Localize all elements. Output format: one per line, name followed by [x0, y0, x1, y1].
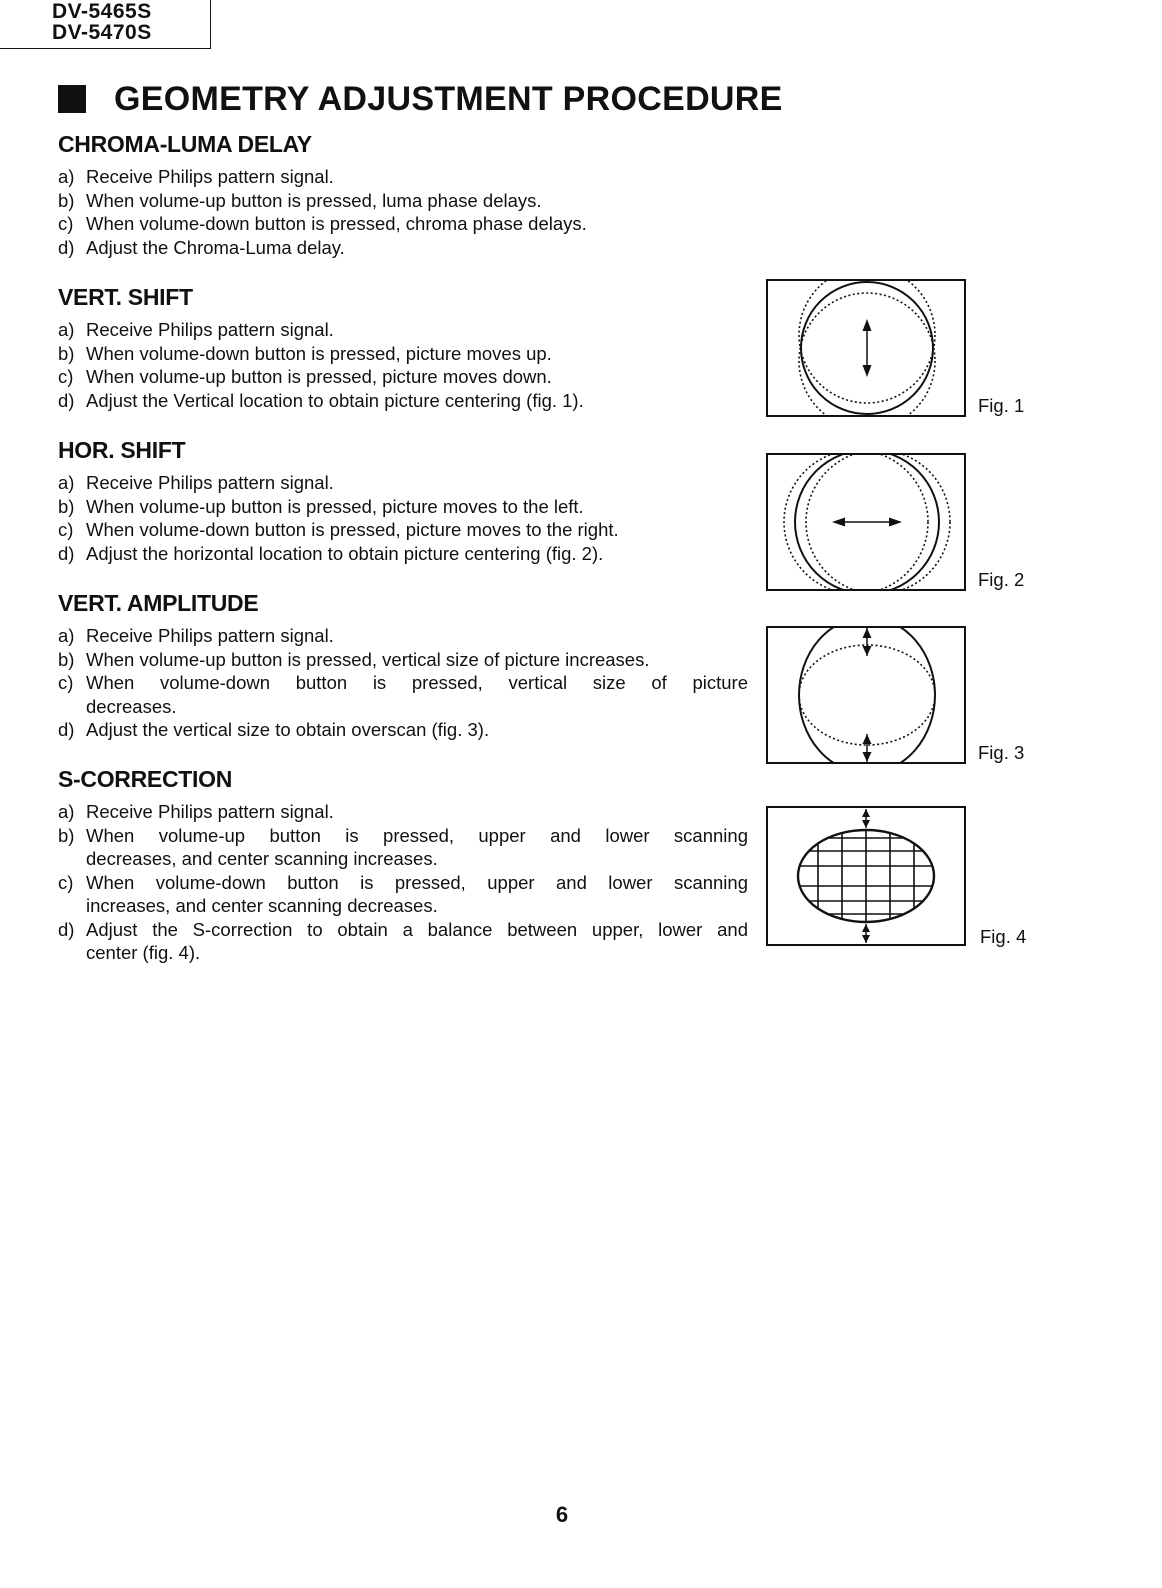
step-item: [58, 318, 748, 342]
page-title-row: [58, 78, 783, 120]
step-text: Receive Philips pattern signal.: [86, 319, 334, 340]
step-text: Adjust the horizontal location to obtain picture centering (fig. 2).: [86, 542, 604, 564]
step-text: center (fig. 4).: [86, 942, 201, 963]
step-letter: a): [58, 166, 75, 187]
step-letter: d): [58, 236, 75, 258]
step-item: [58, 941, 748, 965]
step-list: [58, 471, 748, 565]
section-heading: HOR. SHIFT: [58, 437, 186, 463]
step-text: Receive Philips pattern signal.: [86, 166, 334, 187]
step-text: Receive Philips pattern signal.: [86, 801, 334, 822]
step-item: [58, 624, 748, 648]
figure-label: Fig. 3: [978, 742, 1025, 763]
step-letter: d): [58, 918, 75, 940]
step-text: Receive Philips pattern signal.: [86, 472, 334, 493]
step-text: Adjust the Chroma-Luma delay.: [86, 236, 345, 258]
step-letter: c): [58, 672, 74, 693]
step-letter: b): [58, 495, 75, 517]
step-letter: a): [58, 472, 75, 493]
step-letter: b): [58, 342, 75, 364]
model-number-box: [0, 0, 211, 49]
section-heading: VERT. SHIFT: [58, 284, 193, 310]
section-hor-shift: [58, 436, 748, 565]
step-text: When volume-down button is pressed, picture moves up.: [86, 342, 552, 364]
step-item: [58, 671, 748, 695]
step-list: [58, 318, 748, 412]
step-list: [58, 800, 748, 965]
step-text: decreases, and center scanning increases.: [86, 848, 438, 869]
step-text: When volume-up button is pressed, upper and lower scanning: [86, 824, 748, 846]
figure-label: Fig. 2: [978, 569, 1025, 590]
step-letter: a): [58, 801, 75, 822]
section-heading: S-CORRECTION: [58, 766, 233, 792]
vertical-shift-circle-icon: [766, 279, 966, 417]
figure-3: [766, 626, 1025, 764]
step-letter: c): [58, 366, 74, 387]
step-text: Adjust the Vertical location to obtain picture centering (fig. 1).: [86, 389, 584, 411]
step-letter: d): [58, 389, 75, 411]
step-text: When volume-down button is pressed, picture moves to the right.: [86, 519, 619, 540]
section-s-correction: [58, 765, 748, 965]
step-item: [58, 165, 748, 189]
step-item: [58, 518, 748, 542]
step-item: [58, 189, 748, 213]
step-item: [58, 718, 748, 742]
figure-label: Fig. 4: [980, 926, 1027, 947]
page-number: 6: [555, 1502, 569, 1527]
step-text: Receive Philips pattern signal.: [86, 625, 334, 646]
step-item: [58, 648, 748, 672]
section-heading: VERT. AMPLITUDE: [58, 590, 259, 616]
s-correction-grid-icon: [766, 806, 966, 946]
section-chroma-luma-delay: [58, 130, 748, 259]
step-item: [58, 365, 748, 389]
step-text: When volume-down button is pressed, upper and lower scanning: [86, 871, 748, 893]
model-number: DV-5470S: [52, 21, 152, 44]
step-item: [58, 389, 748, 413]
step-list: [58, 624, 748, 742]
step-letter: d): [58, 719, 75, 740]
step-text: Adjust the S-correction to obtain a balance between upper, lower and: [86, 918, 748, 940]
figure-1: [766, 279, 1025, 417]
step-text: When volume-up button is pressed, picture moves to the left.: [86, 495, 584, 517]
section-heading: CHROMA-LUMA DELAY: [58, 131, 312, 157]
figure-2: [766, 453, 1025, 591]
section-vert-amplitude: [58, 589, 748, 742]
step-letter: a): [58, 625, 75, 646]
step-letter: b): [58, 189, 75, 211]
title-bullet-square-icon: [58, 85, 86, 113]
step-letter: b): [58, 648, 75, 670]
step-text: When volume-up button is pressed, vertical size of picture increases.: [86, 648, 650, 670]
step-text: When volume-down button is pressed, chroma phase delays.: [86, 213, 587, 234]
step-item: [58, 800, 748, 824]
step-item: [58, 542, 748, 566]
step-letter: c): [58, 213, 74, 234]
step-letter: c): [58, 519, 74, 540]
step-text: Adjust the vertical size to obtain overscan (fig. 3).: [86, 719, 490, 740]
model-number: DV-5465S: [52, 0, 152, 23]
step-item: [58, 871, 748, 895]
step-item: [58, 471, 748, 495]
step-text: decreases.: [86, 695, 177, 717]
step-text: When volume-up button is pressed, luma phase delays.: [86, 189, 542, 211]
step-list: [58, 165, 748, 259]
step-item: [58, 847, 748, 871]
step-text: increases, and center scanning decreases.: [86, 895, 438, 916]
step-item: [58, 495, 748, 519]
step-text: When volume-down button is pressed, vertical size of picture: [86, 672, 748, 693]
step-letter: b): [58, 824, 75, 846]
step-item: [58, 695, 748, 719]
figure-label: Fig. 1: [978, 395, 1025, 416]
step-letter: a): [58, 319, 75, 340]
horizontal-shift-circle-icon: [766, 453, 966, 591]
page-title: GEOMETRY ADJUSTMENT PROCEDURE: [114, 79, 783, 118]
step-item: [58, 236, 748, 260]
step-item: [58, 342, 748, 366]
step-item: [58, 894, 748, 918]
step-letter: c): [58, 871, 74, 893]
section-vert-shift: [58, 283, 748, 412]
figure-4: [766, 806, 1027, 947]
step-letter: d): [58, 542, 75, 564]
step-item: [58, 918, 748, 942]
step-item: [58, 824, 748, 848]
step-item: [58, 212, 748, 236]
vertical-amplitude-circle-icon: [766, 626, 966, 764]
step-text: When volume-up button is pressed, picture moves down.: [86, 366, 552, 387]
